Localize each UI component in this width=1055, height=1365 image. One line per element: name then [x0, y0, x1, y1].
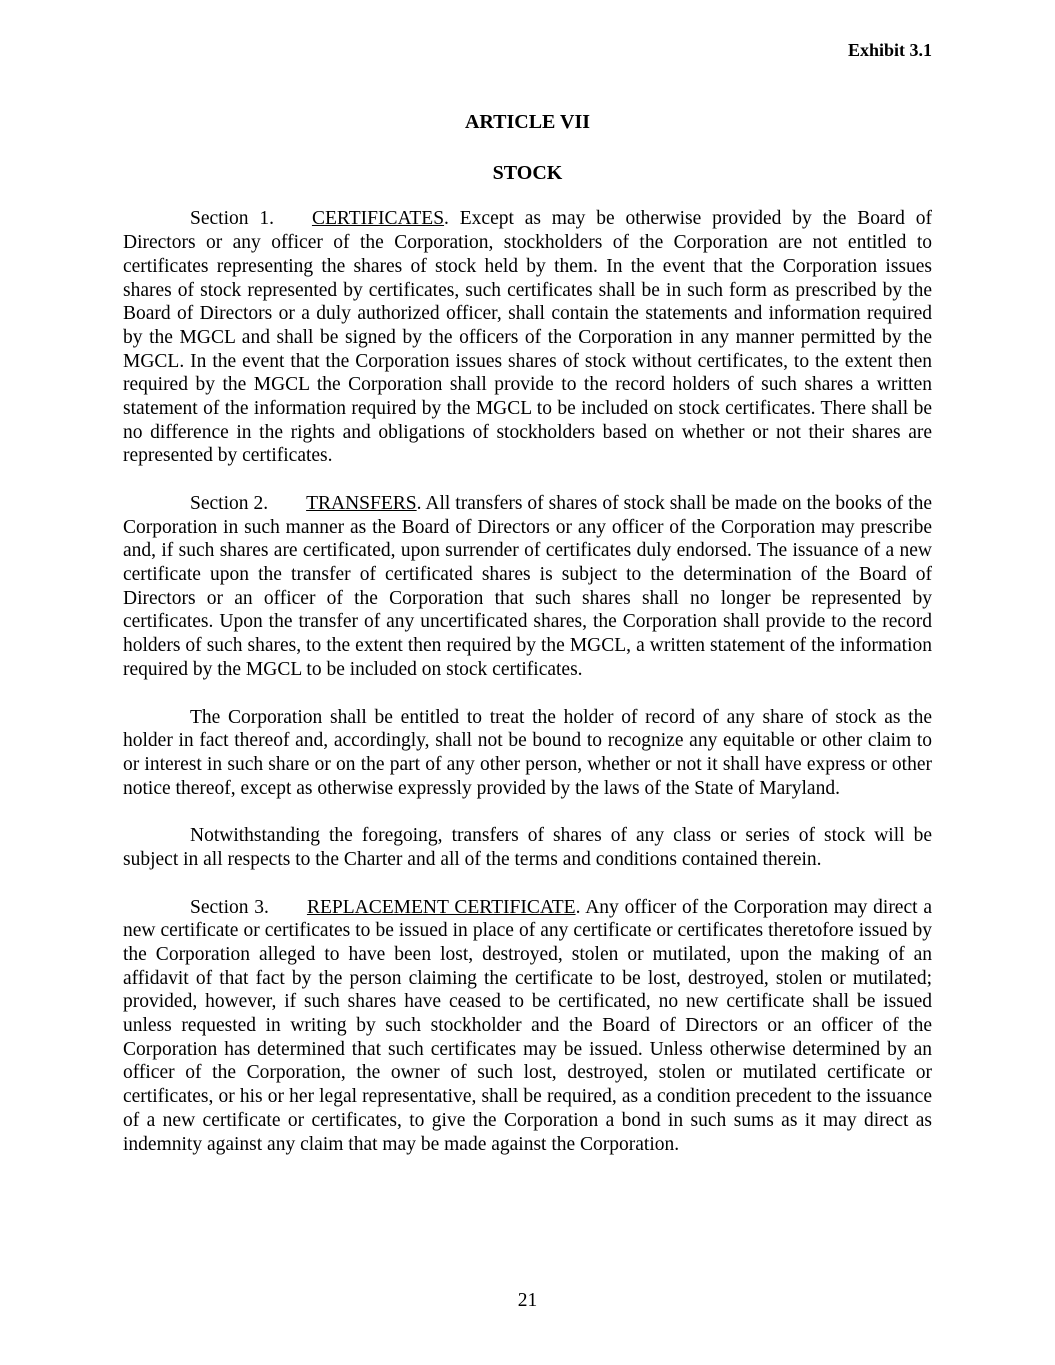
paragraph-section-3	[123, 896, 932, 1157]
section-2-label: Section 2.	[190, 493, 269, 515]
section-3-body: . Any officer of the Corporation may direct a new certificate or certificates to be issued in place of any certificate or certificates theretofore issued by the Corporation alleged to have been lost, destroyed, stolen or mutilated, upon the making of an affidavit of that fact by the person claiming the certificate to be lost, destroyed, stolen or mutilated; provided, however, if such shares have ceased to be certificated, no new certificate shall be issued unless requested in writing by such stockholder and the Board of Directors or an officer of the Corporation has determined that such certificates may be issued. Unless otherwise determined by an officer of the Corporation, the owner of such lost, destroyed, stolen or mutilated certificate or certificates, or his or her legal representative, shall be required, as a condition precedent to the issuance of a new certificate or certificates, to give the Corporation a bond in such sums as it may direct as indemnity against any claim that may be made against the Corporation.	[123, 896, 933, 1155]
section-2-heading: TRANSFERS	[306, 493, 417, 515]
section-3-label: Section 3.	[190, 896, 269, 918]
section-1-label: Section 1.	[190, 208, 274, 230]
paragraph-notwithstanding: Notwithstanding the foregoing, transfers of shares of any class or series of stock will be subject in all respects to the Charter and all of the terms and conditions contained therein.	[123, 825, 932, 870]
exhibit-label: Exhibit 3.1	[847, 40, 932, 60]
section-2-body: . All transfers of shares of stock shall be made on the books of the Corporation in such manner as the Board of Directors or any officer of the Corporation may prescribe and, if such shares are certificated, upon surrender of certificates duly endorsed. The issuance of a new certificate upon the transfer of certificated shares is subject to the determination of the Board of Directors or an officer of the Corporation that such shares shall no longer be represented by certificates. Upon the transfer of any uncertificated shares, the Corporation shall provide to the record holders of such shares, to the extent then required by the MGCL, a written statement of the information required by the MGCL to be included on stock certificates.	[123, 493, 932, 680]
paragraph-section-1	[123, 207, 932, 468]
paragraph-holder-of-record: The Corporation shall be entitled to treat the holder of record of any share of stock as the holder in fact thereof and, accordingly, shall not be bound to recognize any equitable or other claim to or interest in such share or on the part of any other person, whether or not it shall have express or other notice thereof, except as otherwise expressly provided by the laws of the State of Maryland.	[123, 706, 932, 799]
article-title: ARTICLE VII	[464, 110, 591, 133]
page-number: 21	[517, 1290, 538, 1312]
section-3-heading: REPLACEMENT CERTIFICATE	[306, 896, 576, 918]
article-subtitle: STOCK	[492, 162, 563, 185]
paragraph-section-2	[123, 492, 932, 682]
document-body	[123, 207, 932, 1156]
section-1-heading: CERTIFICATES	[311, 208, 445, 230]
section-1-body: . Except as may be otherwise provided by the Board of Directors or any officer of the Corporation, stockholders of the Corporation are not entitled to certificates representing the shares of stock held by them. In the event that the Corporation issues shares of stock represented by certificates, such certificates shall be in such form as prescribed by the Board of Directors or a duly authorized officer, shall contain the statements and information required by the MGCL and shall be signed by the officers of the Corporation in any manner permitted by the MGCL. In the event that the Corporation issues shares of stock without certificates, to the extent then required by the MGCL the Corporation shall provide to the record holders of such shares a written statement of the information required by the MGCL to be included on stock certificates. There shall be no difference in the rights and obligations of stockholders based on whether or not their shares are represented by certificates.	[123, 208, 932, 467]
